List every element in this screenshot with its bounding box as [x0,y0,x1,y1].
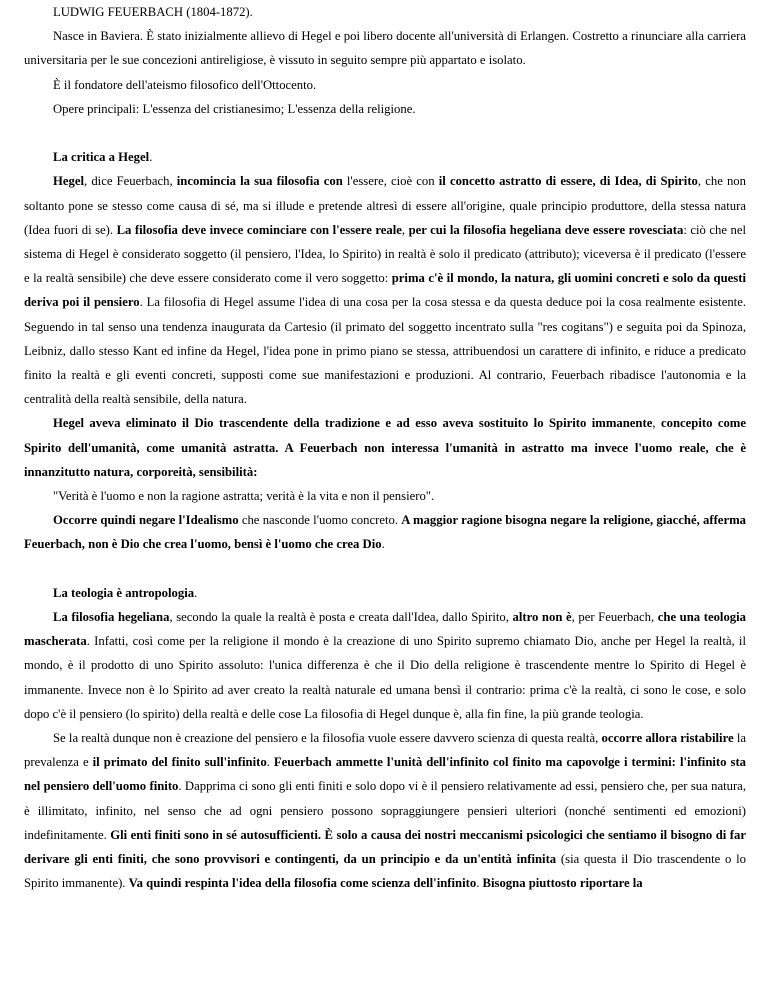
text-run: . [266,755,274,770]
bold-text-run: A maggior ragione bisogna negare la religione, giacché, afferma Feuerbach, non è Dio che crea l'uomo, bensì è l'uomo che crea Dio [24,513,746,552]
text-run: che nasconde l'uomo concreto. [238,513,402,528]
bold-text-run: il primato del finito sull'infinito [92,755,267,770]
document-heading: LUDWIG FEUERBACH (1804-1872). [53,5,253,19]
bold-text-run: concepito come Spirito dell'umanità, come umanità astratta. A Feuerbach non interessa l'umanità in astratto ma invece l'uomo reale, che è innanzitutto natura, corporeità, sensibilità: [24,416,747,479]
bold-text-run: che una teologia mascherata [24,610,746,649]
text-run: , [401,222,409,237]
section1-quote: "Verità è l'uomo e non la ragione astratta; verità è la vita e non il pensiero". [53,489,435,504]
section-heading-teologia [24,581,746,605]
text-run: , per Feuerbach, [571,610,658,625]
text-run: (sia questa il Dio trascendente o lo Spirito immanente). [24,852,746,891]
bold-text-run: Occorre quindi negare l'Idealismo [53,513,239,528]
bold-text-run: Gli enti finiti sono in sé autosufficienti. È solo a causa dei nostri meccanismi psicologici che sentiamo il bisogno di far derivare gli enti finiti, che sono provvisori e contingenti, da un principio e da un'entità infinita [24,827,746,867]
text-run: la prevalenza e [24,731,746,770]
bold-text-run: Feuerbach ammette l'unità dell'infinito col finito ma capovolge i termini: l'infinito sta nel pensiero dell'uomo finito [24,755,747,794]
text-run: , [652,416,661,431]
bold-text-run: il concetto astratto di essere, di Idea, di Spirito [438,174,698,189]
text-run: : ciò che nel sistema di Hegel è considerato soggetto (il pensiero, l'Idea, lo Spirito) in realtà è solo il predicato (attributo); viceversa è il predicato (l'essere e la realtà sensibile) che deve essere considerato come il vero soggetto: [24,222,746,286]
text-run: . La filosofia di Hegel assume l'idea di una cosa per la cosa stessa e da questa deduce poi la cosa realmente esistente. Seguendo in tal senso una tendenza inaugurata da Cartesio (il primato del soggetto incentrato sulla "res cogitans") e seguita poi da Spinoza, Leibniz, dallo stesso Kant ed infine da Hegel, l'idea pone in primo piano se stessa, attribuendosi un carattere di infinito, e riduce a predicato finito la realtà e gli eventi concreti, supposti come sue manifestazioni e produzioni. Al contrario, Feuerbach ribadisce l'autonomia e la centralità della realtà sensibile, della natura. [24,295,746,407]
text-run: , che non soltanto pone se stesso come causa di sé, ma si illude e pretende altresì di essere all'origine, quale principio produttore, della stessa natura (Idea fuori di se). [24,174,746,237]
text-run: . [381,537,385,552]
section1-paragraph-3 [24,508,746,556]
section-title: La critica a Hegel [53,150,150,165]
section-title-period: . [194,585,198,600]
bold-text-run: La filosofia deve invece cominciare con l'essere reale [116,222,402,237]
section-title: La teologia è antropologia [53,585,195,600]
bold-text-run: Hegel aveva eliminato il Dio trascendente della tradizione e ad esso aveva sostituito lo Spirito immanente [53,416,653,431]
bold-text-run: per cui la filosofia hegeliana deve essere rovesciata [408,222,684,237]
bold-text-run: Va quindi respinta l'idea della filosofia come scienza dell'infinito [128,876,477,891]
section2-paragraph-1 [24,605,746,726]
bold-text-run: altro non è [512,610,572,625]
bold-text-run: prima c'è il mondo, la natura, gli uomini concreti e solo da questi deriva poi il pensiero [24,271,746,310]
bold-text-run: incomincia la sua filosofia con [176,174,343,189]
intro-paragraph-1: Nasce in Baviera. È stato inizialmente allievo di Hegel e poi libero docente all'università di Erlangen. Costretto a rinunciare alla carriera universitaria per le sue concezioni antireligiose, è vissuto in seguito sempre più appartato e isolato. [24,29,746,68]
section1-paragraph-2 [24,411,746,484]
intro-paragraph-2: È il fondatore dell'ateismo filosofico dell'Ottocento. [53,77,317,92]
section1-paragraph-1 [24,169,746,411]
text-run: l'essere, cioè con [342,174,439,189]
text-run: , secondo la quale la realtà è posta e creata dall'Idea, dallo Spirito, [169,610,513,625]
document-page [24,0,746,895]
text-run: . [476,876,483,891]
section-title-period: . [149,150,153,165]
bold-text-run: Hegel [53,174,85,189]
bold-text-run: Bisogna piuttosto riportare la [482,876,643,891]
text-run: . Dapprima ci sono gli enti finiti e solo dopo vi è il pensiero relativamente ad essi, pensiero che, per sua natura, è illimitato, infinito, nel senso che ad ogni pensiero possono sopraggiungere pensieri ulteriori (nonché sentimenti ed emozioni) indefinitamente. [24,779,746,842]
bold-text-run: occorre allora ristabilire [601,731,734,746]
text-run: . Infatti, così come per la religione il mondo è la creazione di uno Spirito supremo chiamato Dio, anche per Hegel la realtà, il mondo, è il prodotto di uno Spirito assoluto: l'unica differenza è che il Dio della religione è trascendente mentre lo Spirito di Hegel è immanente. Invece non è lo Spirito ad aver creato la realtà naturale ed umana bensì il contrario: prima c'è la realtà, ci sono le cose, e solo dopo c'è il pensiero (lo spirito) della realtà e delle cose La filosofia di Hegel dunque è, alla fin fine, la più grande teologia. [24,634,746,721]
text-run: , dice Feuerbach, [84,174,177,189]
text-run: Se la realtà dunque non è creazione del pensiero e la filosofia vuole essere davvero scienza di questa realtà, [53,731,602,746]
intro-paragraph-3: Opere principali: L'essenza del cristianesimo; L'essenza della religione. [53,101,416,116]
section2-paragraph-2 [24,726,746,895]
bold-text-run: La filosofia hegeliana [53,610,170,625]
section-heading-critica [24,145,746,169]
